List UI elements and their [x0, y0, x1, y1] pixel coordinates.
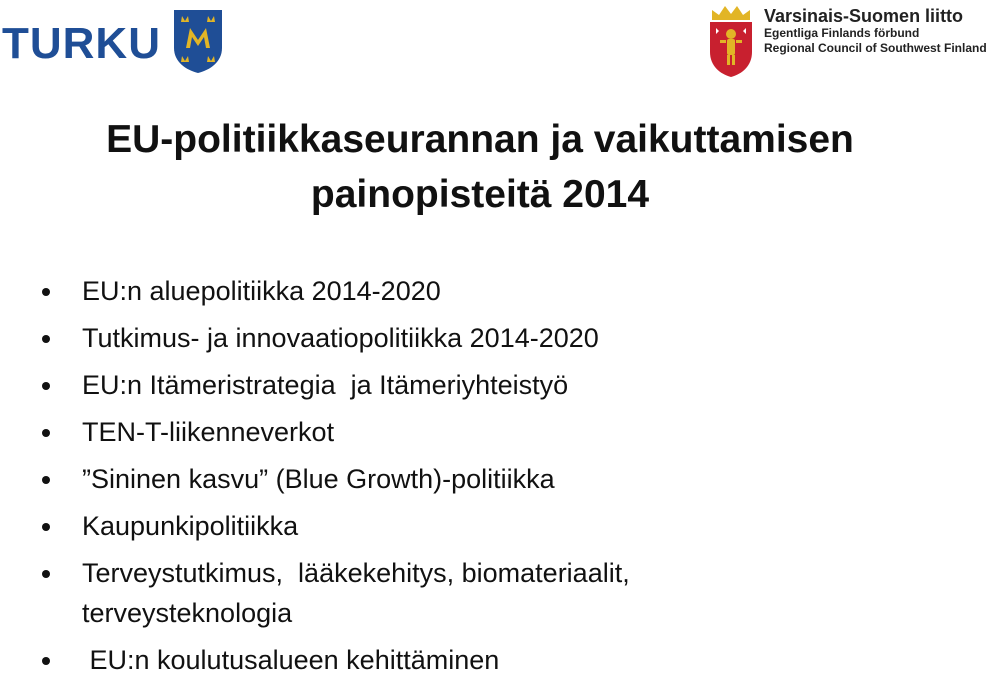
- bullet-icon: [42, 570, 50, 578]
- slide-title-line-2: painopisteitä 2014: [310, 173, 650, 216]
- bullet-text: EU:n koulutusalueen kehittäminen: [82, 645, 500, 675]
- turku-wordmark: TURKU: [2, 19, 161, 68]
- bullet-text: ”Sininen kasvu” (Blue Growth)-politiikka: [82, 464, 555, 494]
- bullet-icon: [42, 523, 50, 531]
- bullet-icon: [42, 335, 50, 343]
- bullet-icon: [42, 657, 50, 665]
- bullet-list: [42, 268, 942, 684]
- bullet-text: Kaupunkipolitiikka: [82, 511, 299, 541]
- bullet-item: [42, 550, 802, 637]
- bullet-icon: [42, 429, 50, 437]
- bullet-item: [42, 362, 942, 409]
- region-name: Varsinais-Suomen liitto: [764, 6, 964, 26]
- bullet-item: [42, 268, 942, 315]
- slide-title-line-1: EU-politiikkaseurannan ja vaikuttamisen: [106, 118, 854, 161]
- regional-council-crest-icon: [706, 4, 756, 78]
- turku-crest-icon: [172, 8, 224, 74]
- bullet-item: [42, 456, 942, 503]
- bullet-text: TEN-T-liikenneverkot: [82, 417, 335, 447]
- bullet-item: [42, 315, 942, 362]
- bullet-item: [42, 503, 942, 550]
- bullet-item: [42, 409, 942, 456]
- bullet-icon: [42, 288, 50, 296]
- bullet-icon: [42, 476, 50, 484]
- bullet-text: Tutkimus- ja innovaatiopolitiikka 2014-2020: [82, 323, 599, 353]
- bullet-text: EU:n aluepolitiikka 2014-2020: [82, 276, 441, 306]
- bullet-icon: [42, 382, 50, 390]
- bullet-item: [42, 637, 942, 684]
- bullet-text: Terveystutkimus, lääkekehitys, biomateriaalit, terveysteknologia: [82, 558, 638, 628]
- region-name-english: Regional Council of Southwest Finland: [764, 41, 987, 55]
- turku-logo: [0, 6, 240, 80]
- slide-title: [0, 112, 960, 222]
- regional-council-logo: [700, 4, 987, 80]
- bullet-text: EU:n Itämeristrategia ja Itämeriyhteistyö: [82, 370, 569, 400]
- region-name-swedish: Egentliga Finlands förbund: [764, 26, 920, 40]
